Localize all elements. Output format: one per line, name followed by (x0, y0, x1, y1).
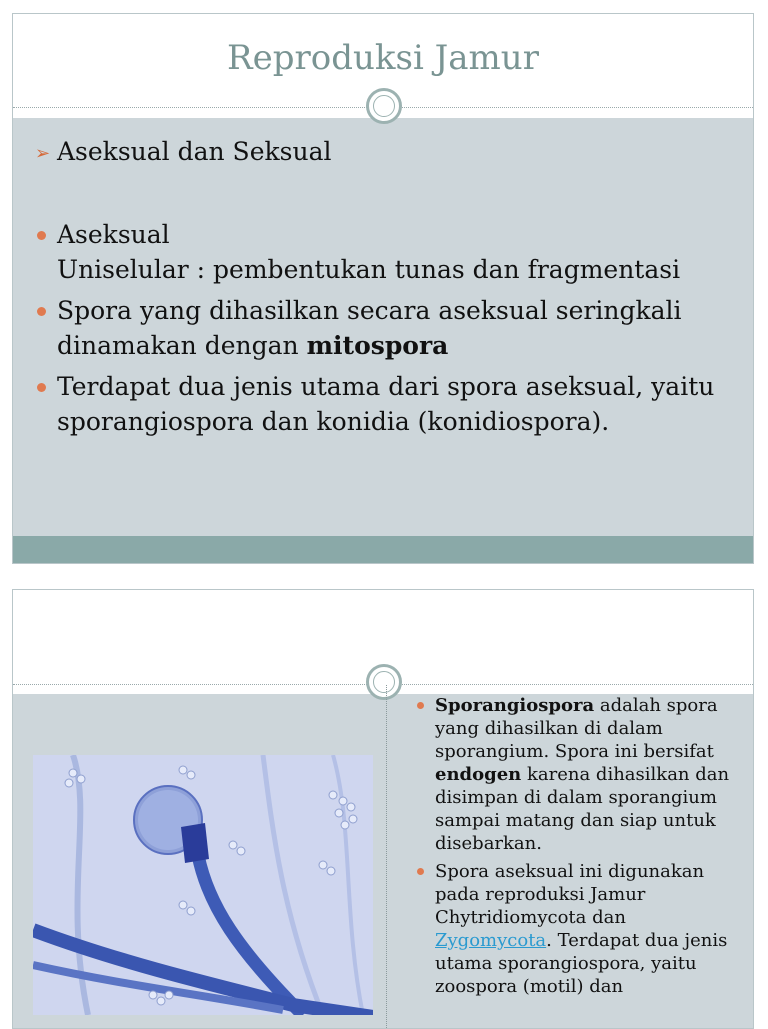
bullet-icon (37, 307, 46, 316)
slide-1 (12, 13, 754, 564)
zygomycota-link[interactable]: Zygomycota (435, 930, 547, 951)
slide-body (33, 134, 733, 439)
ring-ornament-icon (366, 664, 402, 700)
slide-2-text (413, 694, 737, 1003)
sporangium-micrograph (33, 755, 373, 1015)
arrow-bullet-icon: ➢ (35, 143, 51, 164)
list-item: Spora yang dihasilkan secara aseksual seringkali dinamakan dengan mitospora (33, 293, 733, 363)
slide-title: Reproduksi Jamur (227, 38, 539, 78)
slide-2 (12, 589, 754, 1029)
bullet-icon (417, 868, 424, 875)
column-divider (386, 685, 387, 1028)
bullet-icon (417, 702, 424, 709)
bullet-icon (37, 231, 46, 240)
list-item-sub: Uniselular : pembentukan tunas dan fragmentasi (57, 255, 681, 284)
list-item: Terdapat dua jenis utama dari spora aseksual, yaitu sporangiospora dan konidia (konidiospora). (33, 369, 733, 439)
list-item: ➢ Aseksual dan Seksual (33, 134, 733, 169)
footer-bar (13, 536, 753, 563)
bullet-icon (37, 383, 46, 392)
list-item: Sporangiospora adalah spora yang dihasilkan di dalam sporangium. Spora ini bersifat endogen karena dihasilkan dan disimpan di dalam sporangium sampai matang dan siap untuk disebarkan. (413, 694, 737, 855)
ring-ornament-icon (366, 88, 402, 124)
list-item: Spora aseksual ini digunakan pada reproduksi Jamur Chytridiomycota dan Zygomycota. Terdapat dua jenis utama sporangiospora, yaitu zoospora (motil) dan (413, 860, 737, 998)
list-item: Aseksual (33, 217, 733, 252)
